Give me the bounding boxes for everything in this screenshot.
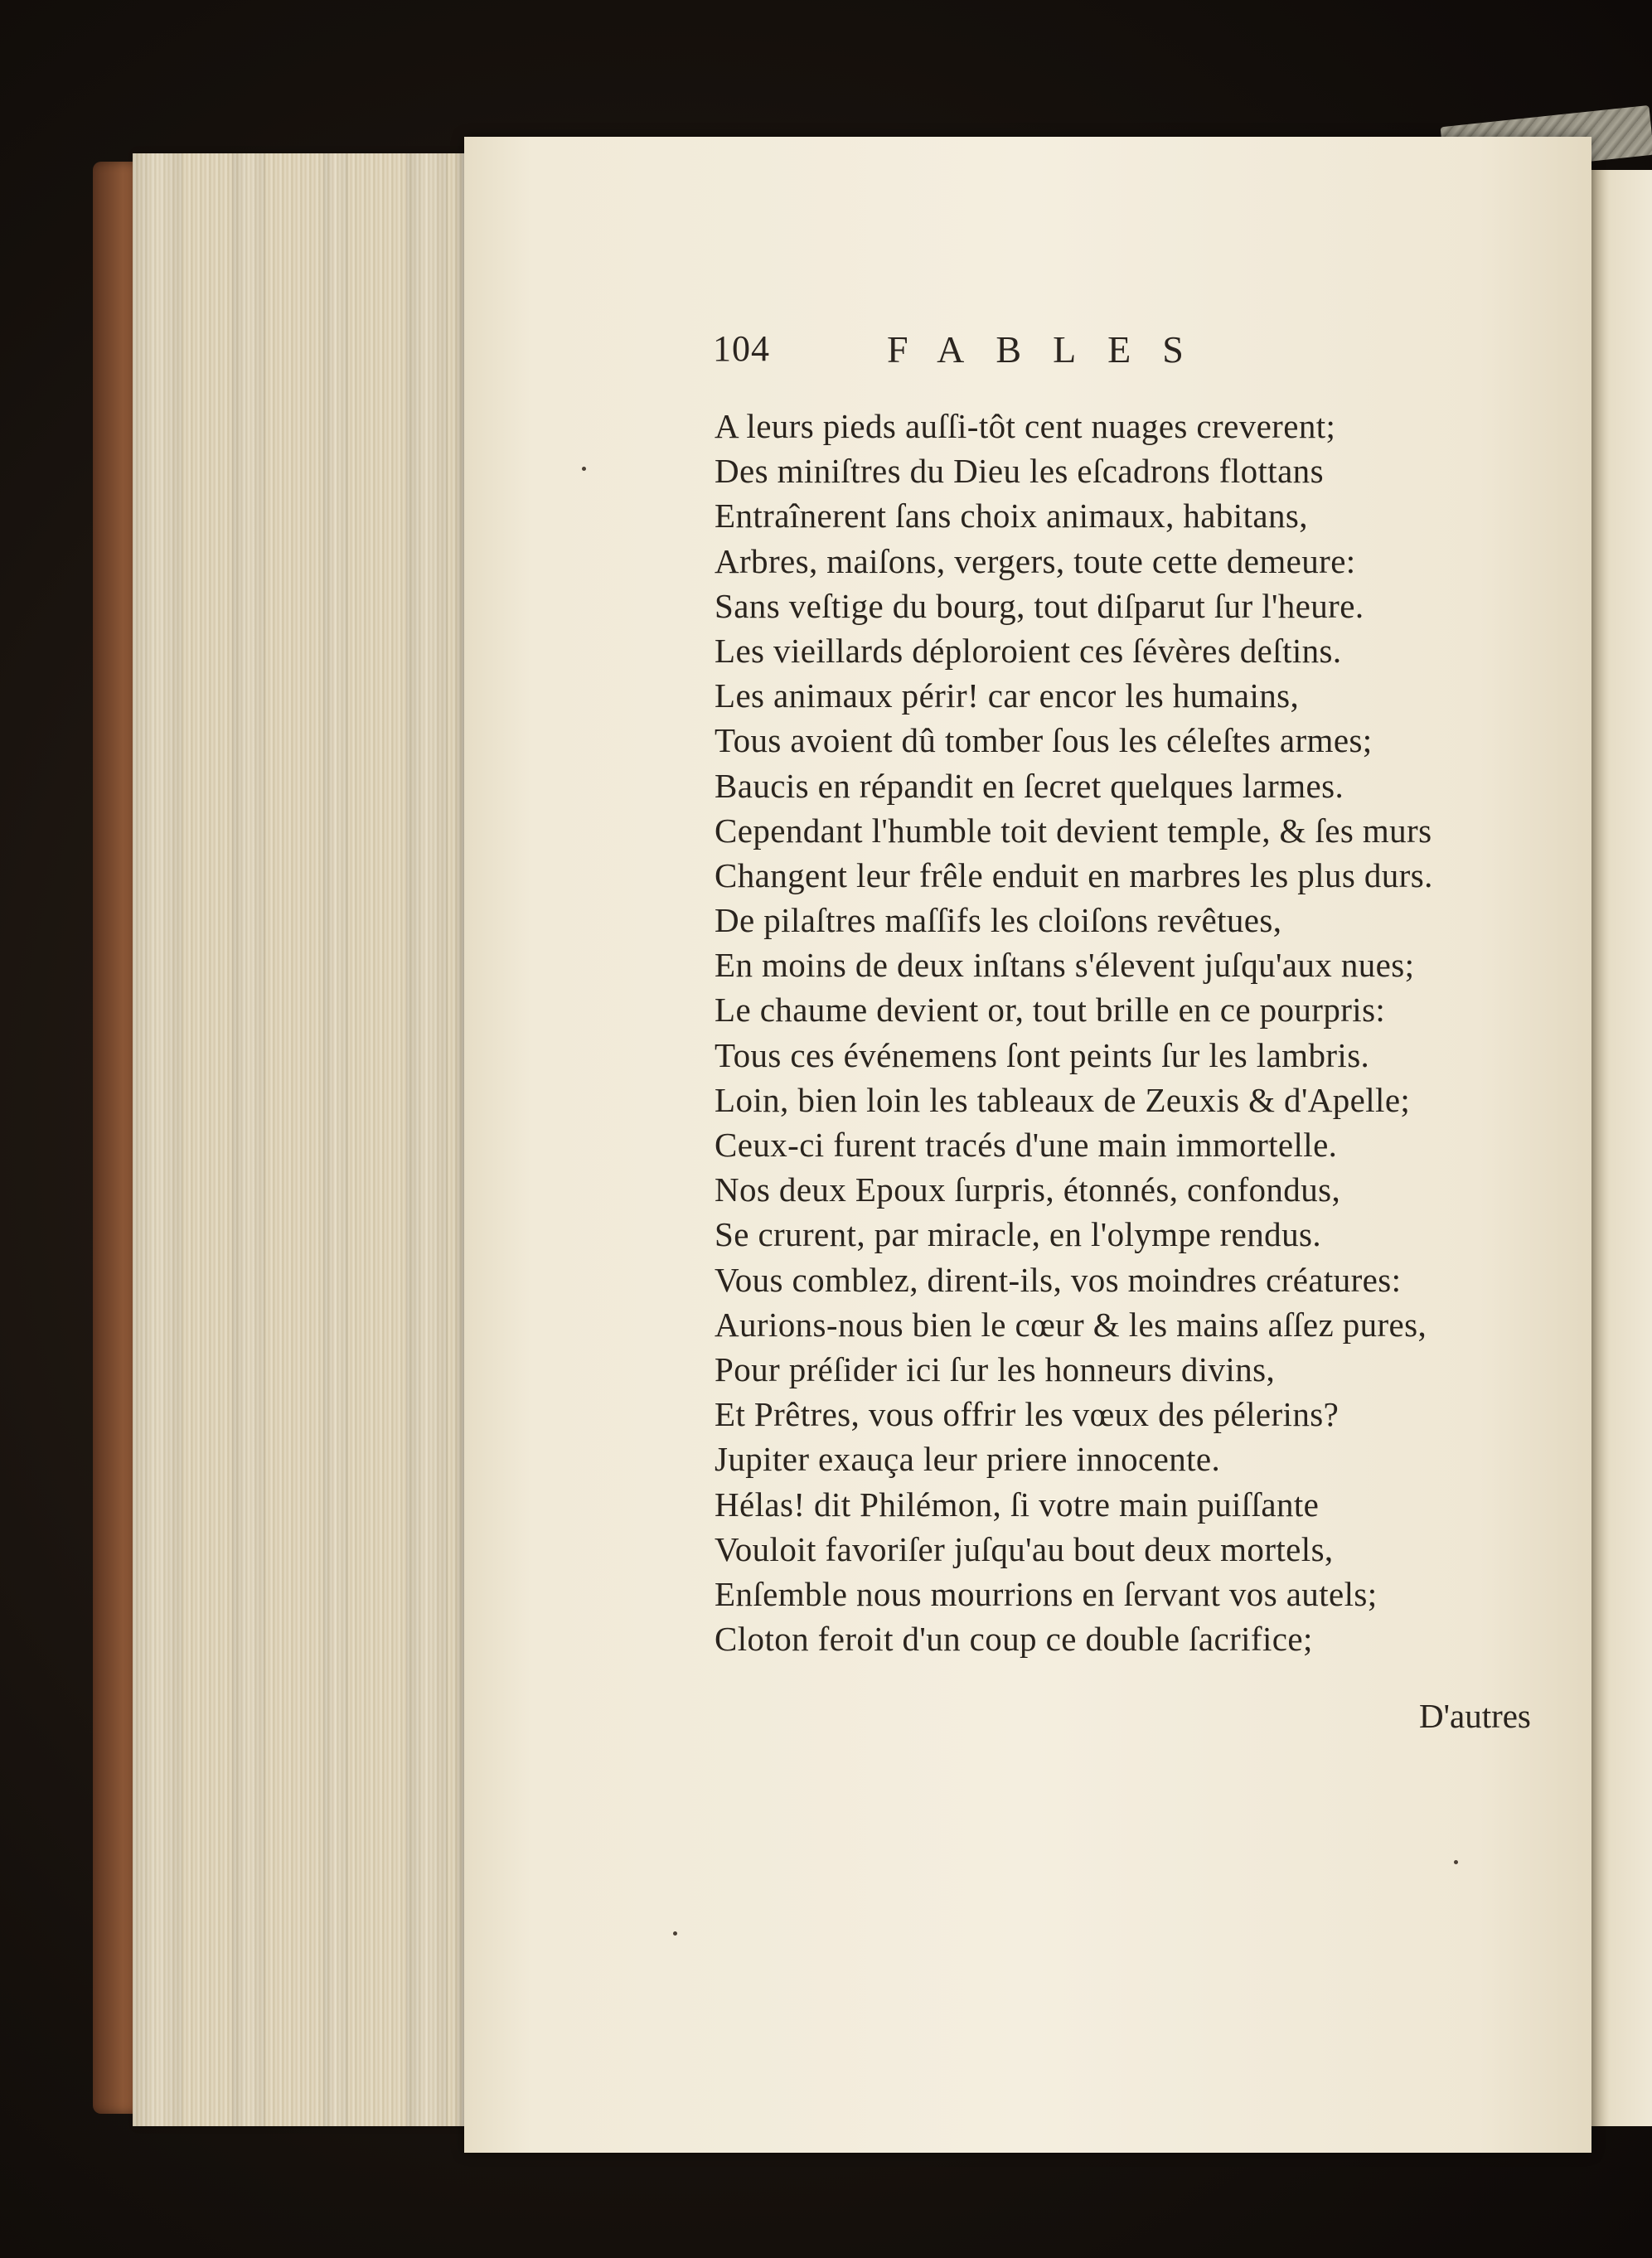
catchword: D'autres <box>1419 1697 1531 1735</box>
page-edges <box>133 153 497 2126</box>
verse-line: Tous avoient dû tomber ſous les céleſtes armes; <box>715 721 1373 760</box>
verse-line: Se crurent, par miracle, en l'olympe rendus. <box>715 1215 1321 1254</box>
verse-line: Enſemble nous mourrions en ſervant vos autels; <box>715 1574 1378 1613</box>
verse-line: Arbres, maiſons, vergers, toute cette demeure: <box>715 541 1356 580</box>
verse-line: Des miniſtres du Dieu les eſcadrons flottans <box>715 452 1324 491</box>
verse-line: Ceux-ci furent tracés d'une main immortelle. <box>715 1126 1338 1164</box>
paper-speck <box>1454 1860 1458 1864</box>
verse-line: Tous ces événemens ſont peints ſur les lambris. <box>715 1035 1370 1074</box>
verse-line: Les vieillards déploroient ces ſévères deſtins. <box>715 631 1342 670</box>
verse-line: Jupiter exauça leur priere innocente. <box>715 1440 1221 1479</box>
facing-page-edge <box>1591 170 1652 2126</box>
verse-line: Entraînerent ſans choix animaux, habitans, <box>715 497 1308 535</box>
verse-line: Vous comblez, dirent-ils, vos moindres créatures: <box>715 1260 1402 1299</box>
verse-line: Vouloit favoriſer juſqu'au bout deux mortels, <box>715 1529 1334 1568</box>
verse-line: Changent leur frêle enduit en marbres les plus durs. <box>715 855 1433 894</box>
page-header <box>713 327 1567 385</box>
verse-line: Pour préſider ici ſur les honneurs divins, <box>715 1349 1276 1388</box>
verse-line: Le chaume devient or, tout brille en ce pourpris: <box>715 991 1386 1030</box>
paper-speck <box>582 467 586 471</box>
running-title: FABLES <box>887 328 1215 371</box>
verse-line: A leurs pieds auſſi-tôt cent nuages creverent; <box>715 407 1336 445</box>
verse-line: Baucis en répandit en ſecret quelques larmes. <box>715 766 1344 805</box>
verse-line: Et Prêtres, vous offrir les vœux des pélerins? <box>715 1395 1340 1434</box>
verse-line: Sans veſtige du bourg, tout diſparut ſur l'heure. <box>715 586 1364 625</box>
paper-speck <box>673 1931 677 1936</box>
verse-line: Cloton feroit d'un coup ce double ſacrifice; <box>715 1620 1313 1659</box>
page-number: 104 <box>713 328 770 369</box>
verse-line: Hélas! dit Philémon, ſi votre main puiſſante <box>715 1485 1320 1524</box>
verse-line: Aurions-nous bien le cœur & les mains aſſez pures, <box>715 1305 1427 1344</box>
verse-text <box>715 404 1552 1661</box>
verse-line: De pilaſtres maſſifs les cloiſons revêtues, <box>715 901 1282 940</box>
verse-line: En moins de deux inſtans s'élevent juſqu'aux nues; <box>715 946 1415 985</box>
verse-line: Cependant l'humble toit devient temple, & ſes murs <box>715 811 1432 850</box>
verse-line: Loin, bien loin les tableaux de Zeuxis & d'Apelle; <box>715 1080 1411 1119</box>
verse-line: Nos deux Epoux ſurpris, étonnés, confondus, <box>715 1170 1341 1209</box>
verse-line: Les animaux périr! car encor les humains, <box>715 676 1300 715</box>
